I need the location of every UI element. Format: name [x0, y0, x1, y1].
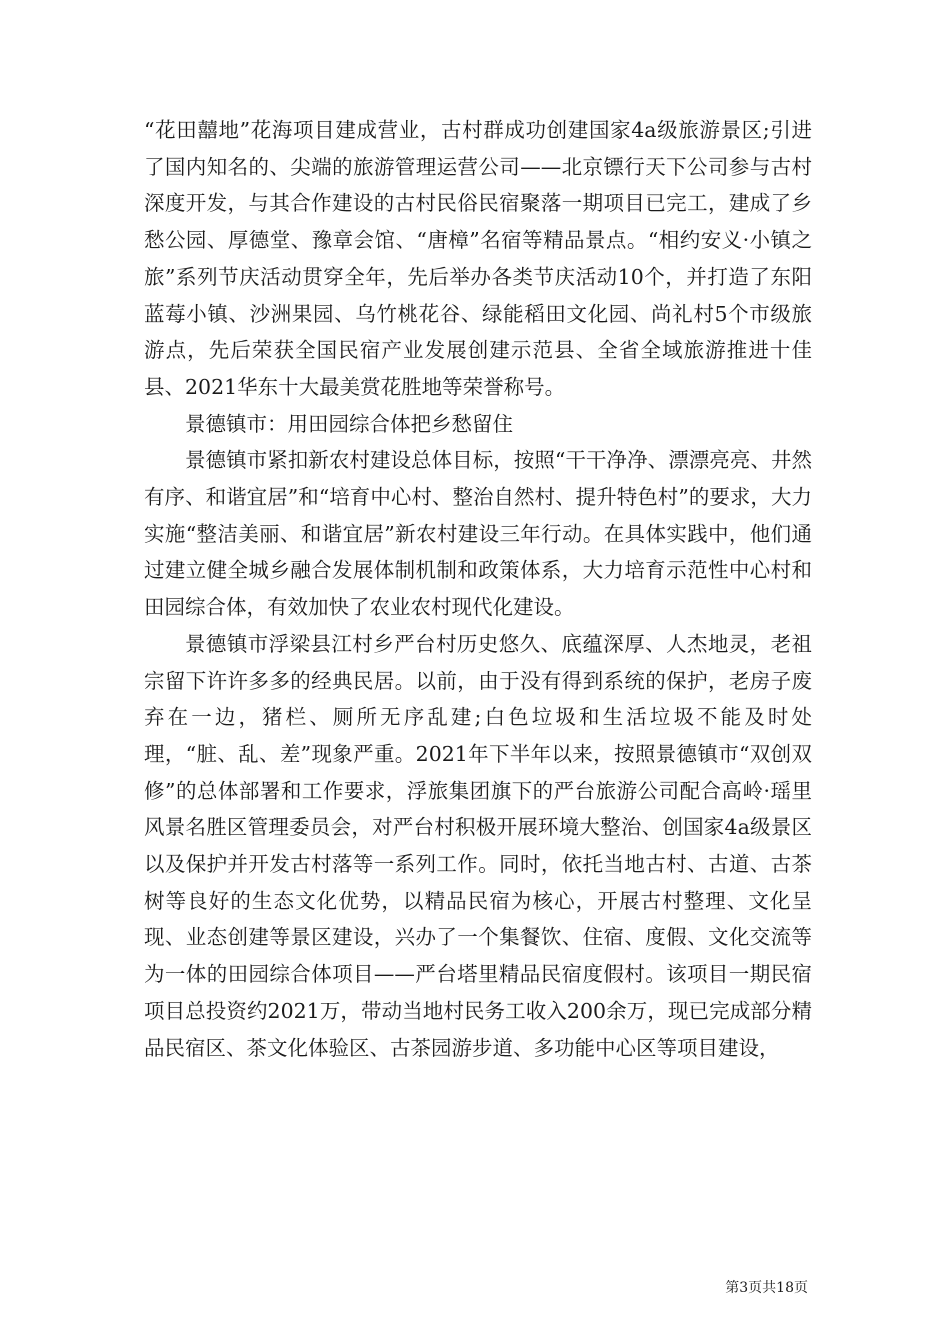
section-heading: 景德镇市：用田园综合体把乡愁留住: [185, 411, 513, 436]
paragraph: 景德镇市浮梁县江村乡严台村历史悠久、底蕴深厚、人杰地灵，老祖宗留下许许多多的经典民居。以前，由于没有得到系统的保护，老房子废弃在一边，猪栏、厕所无序乱建;白色垃圾和生活垃圾不能及时处理，“脏、乱、差”现象严重。2021年下半年以来，按照景德镇市“双创双修”的总体部署和工作要求，浮旅集团旗下的严台旅游公司配合高岭·瑶里风景名胜区管理委员会，对严台村积极开展环境大整治、创国家4a级景区以及保护并开发古村落等一系列工作。同时，依托当地古村、古道、古茶树等良好的生态文化优势，以精品民宿为核心，开展古村整理、文化呈现、业态创建等景区建设，兴办了一个集餐饮、住宿、度假、文化交流等为一体的田园综合体项目——严台塔里精品民宿度假村。该项目一期民宿项目总投资约2021万，带动当地村民务工收入200余万，现已完成部分精品民宿区、茶文化体验区、古茶园游步道、多功能中心区等项目建设，: [144, 631, 812, 1060]
paragraph: 景德镇市紧扣新农村建设总体目标，按照“干干净净、漂漂亮亮、井然有序、和谐宜居”和“培育中心村、整治自然村、提升特色村”的要求，大力实施“整洁美丽、和谐宜居”新农村建设三年行动。在具体实践中，他们通过建立健全城乡融合发展体制机制和政策体系，大力培育示范性中心村和田园综合体，有效加快了农业农村现代化建设。: [144, 448, 812, 620]
body-text: [144, 112, 812, 1066]
paragraph-continuation: “花田囍地”花海项目建成营业，古村群成功创建国家4a级旅游景区;引进了国内知名的、尖端的旅游管理运营公司——北京镖行天下公司参与古村深度开发，与其合作建设的古村民俗民宿聚落一期项目已完工，建成了乡愁公园、厚德堂、豫章会馆、“唐樟”名宿等精品景点。“相约安义·小镇之旅”系列节庆活动贯穿全年，先后举办各类节庆活动10个，并打造了东阳蓝莓小镇、沙洲果园、乌竹桃花谷、绿能稻田文化园、尚礼村5个市级旅游点，先后荣获全国民宿产业发展创建示范县、全省全域旅游推进十佳县、2021华东十大最美赏花胜地等荣誉称号。: [144, 118, 812, 399]
page-number: 第3页共18页: [725, 1280, 808, 1296]
